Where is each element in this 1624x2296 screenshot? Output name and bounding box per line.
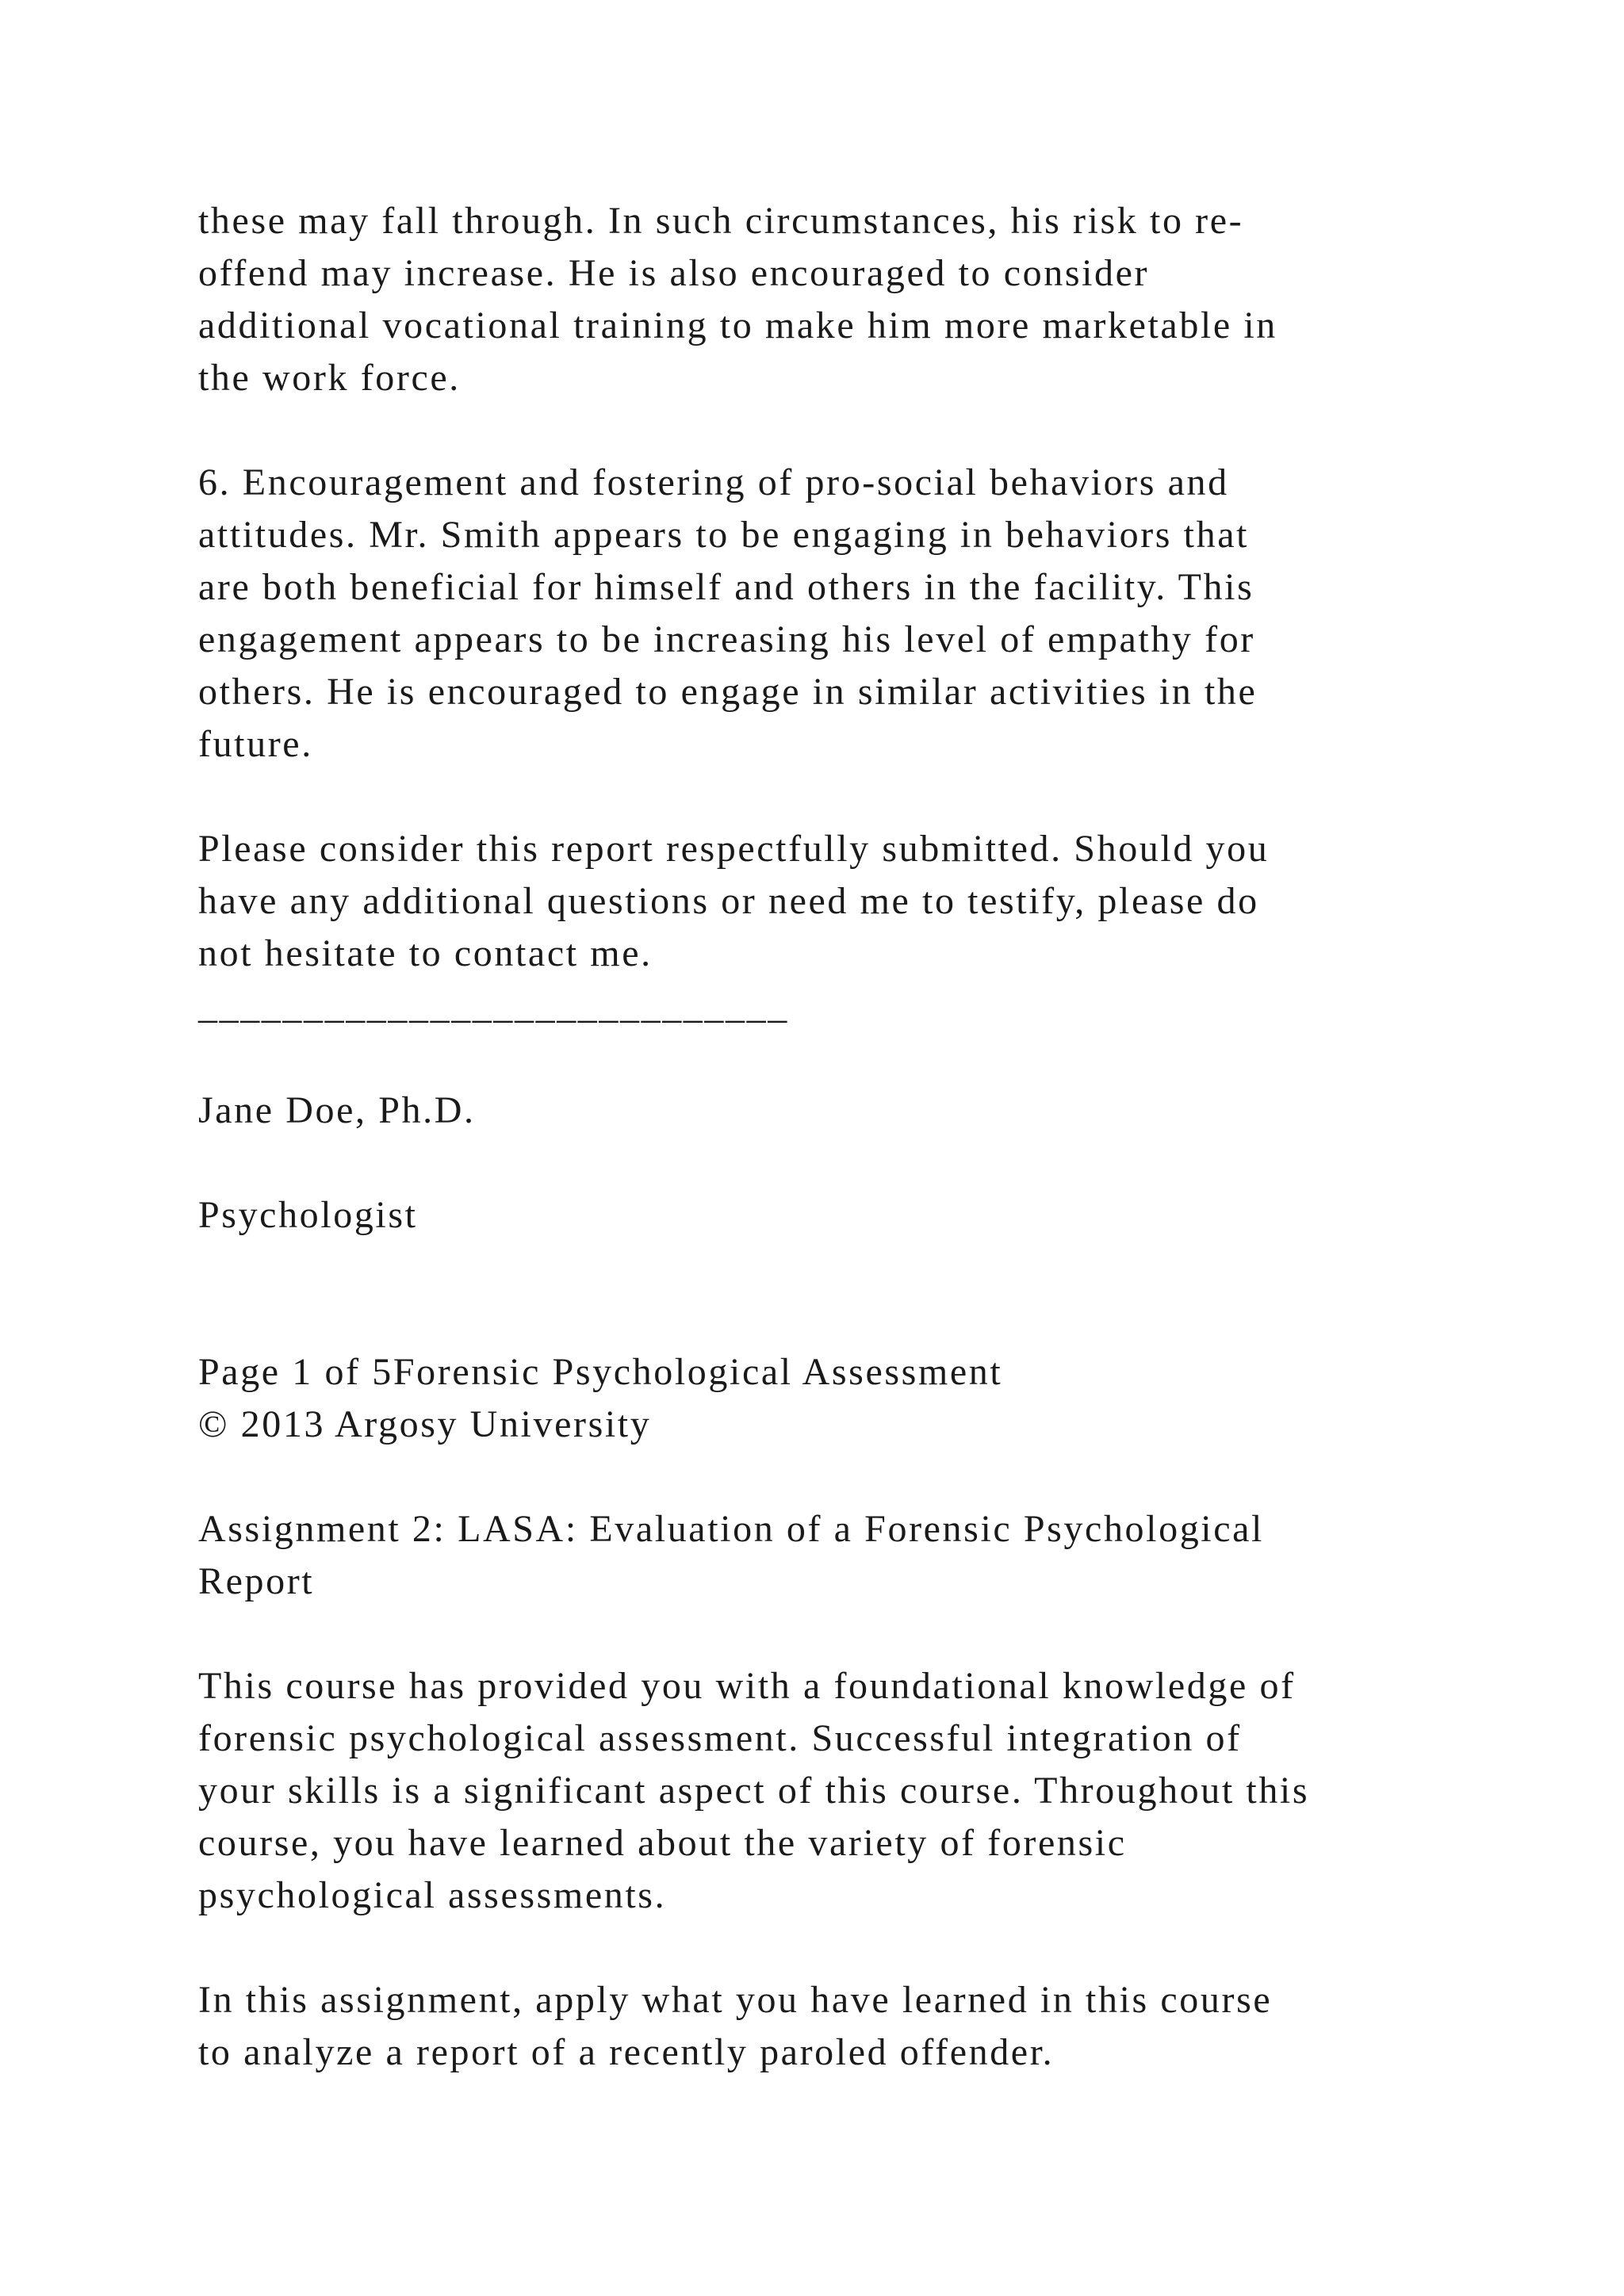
signature-line [198, 980, 1546, 1032]
text-line: the work force. [198, 357, 461, 399]
text-line: Page 1 of 5Forensic Psychological Assessment [198, 1351, 1003, 1393]
text-line: have any additional questions or need me to testify, please do [198, 880, 1259, 922]
text-line: 6. Encouragement and fostering of pro-social behaviors and [198, 461, 1229, 503]
text-line: Assignment 2: LASA: Evaluation of a Forensic Psychological [198, 1508, 1264, 1550]
text-line: not hesitate to contact me. [198, 932, 653, 974]
text-line: © 2013 Argosy University [198, 1403, 652, 1445]
text-line: Jane Doe, Ph.D. [198, 1089, 476, 1131]
text-line: Psychologist [198, 1194, 418, 1236]
text-line: attitudes. Mr. Smith appears to be engaging in behaviors that [198, 514, 1250, 556]
text-line: others. He is encouraged to engage in similar activities in the [198, 671, 1258, 713]
text-line: Please consider this report respectfully submitted. Should you [198, 828, 1270, 870]
text-line: psychological assessments. [198, 1874, 667, 1916]
paragraph-closing [198, 823, 1546, 980]
text-line: This course has provided you with a foundational knowledge of [198, 1665, 1296, 1707]
assignment-title [198, 1503, 1546, 1608]
paragraph-prosocial-behaviors [198, 457, 1546, 771]
paragraph-vocational-risk [198, 195, 1546, 404]
text-line: these may fall through. In such circumstances, his risk to re- [198, 200, 1244, 242]
text-line: In this assignment, apply what you have learned in this course [198, 1979, 1273, 2021]
text-line: forensic psychological assessment. Successful integration of [198, 1717, 1242, 1759]
text-line: course, you have learned about the variety of forensic [198, 1822, 1127, 1864]
paragraph-course-overview [198, 1660, 1546, 1922]
text-line: engagement appears to be increasing his level of empathy for [198, 618, 1255, 660]
signature-rule: ____________________________ [198, 985, 789, 1027]
text-line: Report [198, 1560, 315, 1602]
signer-name [198, 1085, 1546, 1137]
page-footer [198, 1346, 1546, 1451]
text-line: to analyze a report of a recently paroled offender. [198, 2031, 1055, 2073]
signer-title [198, 1189, 1546, 1242]
paragraph-assignment-instructions [198, 1974, 1546, 2079]
text-line: your skills is a significant aspect of this course. Throughout this [198, 1770, 1310, 1812]
text-line: offend may increase. He is also encouraged to consider [198, 252, 1150, 294]
text-line: future. [198, 723, 313, 765]
text-line: are both beneficial for himself and others in the facility. This [198, 566, 1254, 608]
text-line: additional vocational training to make him more marketable in [198, 304, 1277, 346]
document-body [198, 195, 1546, 2131]
